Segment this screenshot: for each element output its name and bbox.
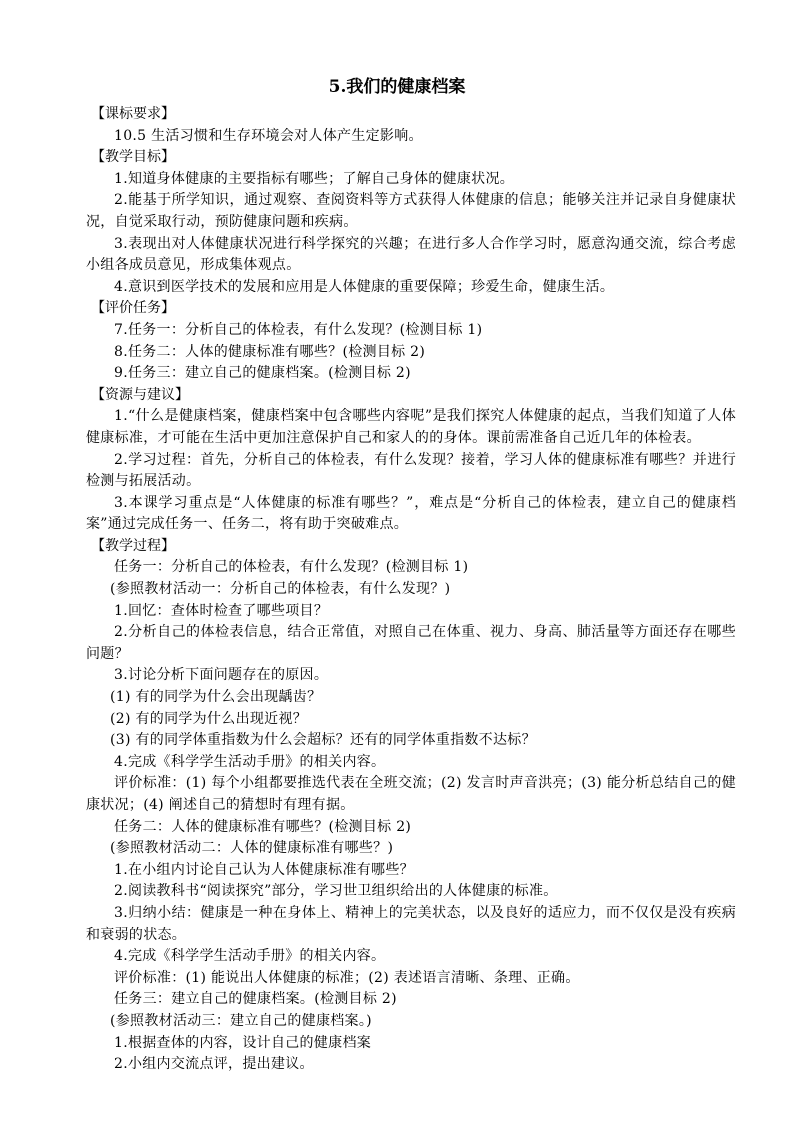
task2-step: 3.归纳小结：健康是一种在身体上、精神上的完美状态，以及良好的适应力，而不仅仅是没有疾病和衰弱的状态。 [86,904,736,943]
section-heading-tasks: 【评价任务】 [91,300,175,317]
task1-step: 4.完成《科学学生活动手册》的相关内容。 [114,753,386,770]
task-item: 7.任务一：分析自己的体检表，有什么发现？(检测目标 1) [114,321,483,338]
goal-item: 3.表现出对人体健康状况进行科学探究的兴趣；在进行多人合作学习时，愿意沟通交流，综合考虑小组各成员意见，形成集体观点。 [86,235,736,274]
standard-text: 10.5 生活习惯和生存环境会对人体产生定影响。 [114,127,423,144]
resource-item: 1.“什么是健康档案，健康档案中包含哪些内容呢”是我们探究人体健康的起点，当我们知道了人体健康标准，才可能在生活中更加注意保护自己和家人的的身体。课前需准备自己近几年的体检表。 [86,408,736,446]
task-item: 8.任务二：人体的健康标准有哪些？(检测目标 2) [114,343,426,360]
task2-title: 任务二：人体的健康标准有哪些？(检测目标 2) [114,818,412,835]
resource-item: 3.本课学习重点是“人体健康的标准有哪些？”，难点是“分析自己的体检表，建立自己的健康档案”通过完成任务一、任务二，将有助于突破难点。 [86,494,736,533]
task1-title: 任务一：分析自己的体检表，有什么发现？(检测目标 1) [114,559,469,576]
task-item: 9.任务三：建立自己的健康档案。(检测目标 2) [114,365,411,382]
task1-step: 1.回忆：查体时检查了哪些项目？ [114,602,329,619]
task1-criteria: 评价标准：(1) 每个小组都要推选代表在全班交流；(2) 发言时声音洪亮；(3) 能分析总结自己的健康状况；(4) 阐述自己的猜想时有理有据。 [86,775,736,813]
document-body [86,104,736,1076]
section-heading-standard: 【课标要求】 [91,106,175,122]
task3-step: 2.小组内交流点评，提出建议。 [114,1056,314,1073]
task2-step: 2.阅读教科书“阅读探究”部分，学习世卫组织给出的人体健康的标准。 [114,883,558,900]
document-title: 5.我们的健康档案 [328,77,466,97]
task3-title: 任务三：建立自己的健康档案。(检测目标 2) [114,991,397,1008]
section-heading-goals: 【教学目标】 [91,149,175,166]
resource-item: 2.学习过程：首先，分析自己的体检表，有什么发现？接着，学习人体的健康标准有哪些？并进行检测与拓展活动。 [86,451,736,490]
task1-subquestion: (1) 有的同学为什么会出现龋齿？ [110,689,322,706]
section-heading-resources: 【资源与建议】 [91,386,189,403]
task2-step: 1.在小组内讨论自己认为人体健康标准有哪些？ [114,861,414,878]
goal-item: 1.知道身体健康的主要指标有哪些；了解自己身体的健康状况。 [114,170,515,187]
task2-reference: (参照教材活动二：人体的健康标准有哪些？) [110,840,394,857]
task3-step: 1.根据查体的内容，设计自己的健康档案 [114,1034,372,1051]
task2-step: 4.完成《科学学生活动手册》的相关内容。 [114,948,386,965]
task1-reference: (参照教材活动一：分析自己的体检表，有什么发现？) [110,581,451,598]
task1-step: 3.讨论分析下面问题存在的原因。 [114,667,329,684]
task3-reference: (参照教材活动三：建立自己的健康档案。) [110,1012,372,1029]
task2-criteria: 评价标准：(1) 能说出人体健康的标准；(2) 表述语言清晰、条理、正确。 [114,969,580,986]
task1-step: 2.分析自己的体检表信息，结合正常值，对照自己在体重、视力、身高、肺活量等方面还存在哪些问题？ [86,624,736,662]
goal-item: 4.意识到医学技术的发展和应用是人体健康的重要保障；珍爱生命，健康生活。 [114,278,615,295]
task1-subquestion: (3) 有的同学体重指数为什么会超标？还有的同学体重指数不达标？ [110,732,536,749]
goal-item: 2.能基于所学知识，通过观察、查阅资料等方式获得人体健康的信息；能够关注并记录自身健康状况，自觉采取行动，预防健康问题和疾病。 [86,192,736,230]
section-heading-process: 【教学过程】 [91,537,175,554]
task1-subquestion: (2) 有的同学为什么出现近视？ [110,710,308,727]
